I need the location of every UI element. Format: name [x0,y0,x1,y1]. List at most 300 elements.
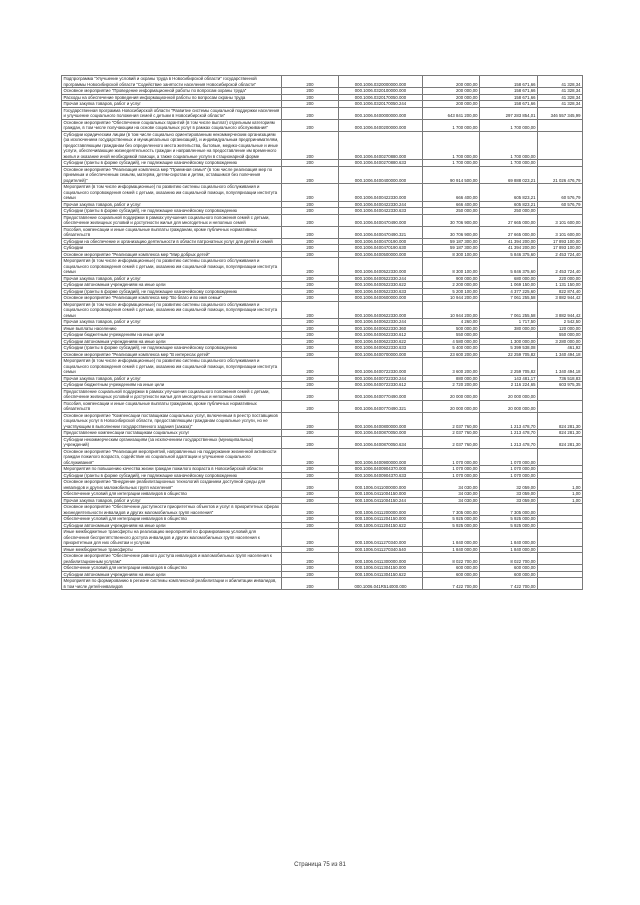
expense-name-cell: Субсидии автономным учреждениям на иные цели [62,282,282,289]
executed-amount-cell: 2 116 224,65 [480,382,538,389]
table-row [62,448,583,466]
budget-table-body [62,76,583,590]
admin-code-cell: 200 [282,201,339,208]
approved-amount-cell: 600 000,00 [423,571,480,578]
executed-amount-cell: 27 665 000,00 [480,214,538,226]
executed-amount-cell: 1 213 478,70 [480,436,538,448]
admin-code-cell: 200 [282,375,339,382]
approved-amount-cell: 59 187 300,00 [423,238,480,245]
approved-amount-cell: 880 000,00 [423,375,480,382]
admin-code-cell: 200 [282,166,339,184]
unexecuted-amount-cell: 3 882 944,42 [538,295,583,302]
table-row [62,578,583,590]
expense-name-cell: Субсидии (гранты в форме субсидий), не подлежащие казначейскому сопровождению [62,208,282,215]
budget-classification-code-cell: 000.1006.0411304150.622 [339,571,423,578]
expense-name-cell: Иные межбюджетные трансферты на реализацию мероприятий по формированию условий для обеспечения беспрепятственного доступа инвалидов и других маломобильных групп населения к приоритетным для них объектам и услугам [62,529,282,547]
executed-amount-cell: 680 000,00 [480,275,538,282]
expense-name-cell: Расходы на обеспечение проведения информационной работы по вопросам охраны труда [62,94,282,101]
table-row [62,301,583,319]
expense-name-cell: Иные выплаты населению [62,325,282,332]
executed-amount-cell: 5 399 538,08 [480,345,538,352]
unexecuted-amount-cell: 603 975,35 [538,382,583,389]
table-row [62,553,583,565]
executed-amount-cell: 1 070 000,00 [480,448,538,466]
unexecuted-amount-cell: 120 000,00 [538,325,583,332]
expense-name-cell: Основное мероприятие "Реализация комплекса мер "Мир добрых детей" [62,251,282,258]
unexecuted-amount-cell: 346 557 345,99 [538,107,583,119]
admin-code-cell: 200 [282,275,339,282]
executed-amount-cell: 27 665 000,00 [480,226,538,238]
table-row [62,166,583,184]
budget-classification-code-cell: 000.1006.0400470190.630 [339,245,423,252]
approved-amount-cell: 2 037 760,00 [423,436,480,448]
admin-code-cell: 200 [282,430,339,437]
unexecuted-amount-cell: 3 101 600,00 [538,226,583,238]
admin-code-cell: 200 [282,131,339,160]
budget-classification-code-cell: 000.1006.0400870050.634 [339,436,423,448]
table-row [62,504,583,516]
approved-amount-cell: 59 187 300,00 [423,245,480,252]
admin-code-cell: 200 [282,497,339,504]
approved-amount-cell: 900 000,00 [423,275,480,282]
executed-amount-cell: 1 840 000,00 [480,546,538,553]
executed-amount-cell: 600 000,00 [480,571,538,578]
page-footer: Страница 75 из 81 [294,862,346,868]
unexecuted-amount-cell: 3 280 000,00 [538,338,583,345]
unexecuted-amount-cell: 220 000,00 [538,275,583,282]
approved-amount-cell: 5 925 000,00 [423,522,480,529]
executed-amount-cell: 8 022 700,00 [480,553,538,565]
expense-name-cell: Субсидии бюджетным учреждениям на иные цели [62,382,282,389]
expense-name-cell: Предоставление компенсации поставщикам социальных услуг [62,430,282,437]
budget-classification-code-cell: 000.1006.0411200000.000 [339,504,423,516]
budget-classification-code-cell: 000.1006.0400800000.000 [339,412,423,430]
executed-amount-cell: 605 823,21 [480,201,538,208]
admin-code-cell: 200 [282,94,339,101]
expense-name-cell: Субсидии юридическим лицам (в том числе социально ориентированным некоммерческим организациям (за исключением государственных и муниципальных организаций), и индивидуальным предпринимателям, предоставляющим гражданам без определенного места жительства, бытовые, медико-социальные и иные услуги, обеспечивающие жизнедеятельность граждан и направленные на предоставление им временного жилья и оказание иной необходимой помощи, а также социальные услуги в стационарной форме [62,131,282,160]
approved-amount-cell: 4 580 000,00 [423,338,480,345]
budget-classification-code-cell: 000.1006.0411004150.244 [339,497,423,504]
admin-code-cell: 200 [282,472,339,479]
expense-name-cell: Субсидии (гранты в форме субсидий), не подлежащие казначейскому сопровождению [62,160,282,167]
executed-amount-cell: 69 888 023,21 [480,166,538,184]
expense-name-cell: Прочая закупка товаров, работ и услуг [62,375,282,382]
executed-amount-cell: 41 394 200,00 [480,238,538,245]
executed-amount-cell: 5 846 375,60 [480,258,538,276]
expense-name-cell: Субсидии на обеспечение и организацию деятельности в области патронатных услуг для детей и семей [62,238,282,245]
approved-amount-cell: 1 070 000,00 [423,448,480,466]
approved-amount-cell: 4 260,00 [423,319,480,326]
executed-amount-cell: 1 070 000,00 [480,466,538,473]
table-row [62,119,583,131]
executed-amount-cell: 20 000 000,00 [480,400,538,412]
executed-amount-cell: 5 846 375,60 [480,251,538,258]
budget-classification-code-cell: 000.1006.0400422330.244 [339,201,423,208]
approved-amount-cell: 10 944 200,00 [423,301,480,319]
expense-name-cell: Субсидии некоммерческим организациям (за исключением государственных (муниципальных) учреждений) [62,436,282,448]
executed-amount-cell: 7 305 000,00 [480,504,538,516]
table-row [62,107,583,119]
budget-classification-code-cell: 000.1006.0400900000.000 [339,448,423,466]
budget-classification-code-cell: 000.1006.0400422330.633 [339,208,423,215]
admin-code-cell: 200 [282,382,339,389]
approved-amount-cell: 7 422 700,00 [423,578,480,590]
unexecuted-amount-cell: 736 518,83 [538,375,583,382]
table-row [62,131,583,160]
budget-classification-code-cell: 000.1006.0400870050.000 [339,430,423,437]
approved-amount-cell: 2 720 200,00 [423,382,480,389]
expense-name-cell: Основное мероприятие "Обеспечение доступности приоритетных объектов и услуг в приоритетных сферах жизнедеятельности инвалидов и других маломобильных групп населения" [62,504,282,516]
admin-code-cell: 200 [282,214,339,226]
budget-classification-code-cell: 000.1006.0400722330.612 [339,382,423,389]
executed-amount-cell: 1 700 000,00 [480,131,538,160]
executed-amount-cell: 1 717,50 [480,319,538,326]
executed-amount-cell: 33 059,00 [480,497,538,504]
admin-code-cell: 200 [282,400,339,412]
budget-classification-code-cell: 000.1006.0400522330.622 [339,282,423,289]
budget-classification-code-cell: 000.1006.0320100000.000 [339,88,423,95]
admin-code-cell: 200 [282,448,339,466]
executed-amount-cell: 7 422 700,00 [480,578,538,590]
expense-name-cell: Субсидии автономным учреждениям на иные цели [62,338,282,345]
budget-classification-code-cell: 000.1006.0411204150.000 [339,516,423,523]
budget-classification-code-cell: 000.1006.0400500000.000 [339,251,423,258]
admin-code-cell: 200 [282,325,339,332]
budget-classification-code-cell: 000.1006.0411304150.000 [339,565,423,572]
expense-name-cell: Основное мероприятие "Реализация комплекса мер "В интересах детей" [62,351,282,358]
admin-code-cell: 200 [282,245,339,252]
expense-name-cell: Основное мероприятие "Реализация мероприятий, направленных на поддержание жизненной активности граждан пожилого возраста, содействие их социальной адаптации и улучшение социального обслуживания" [62,448,282,466]
expense-name-cell: Основное мероприятие "Реализация комплекса мер "Приемная семья" (в том числе реализация мер по приемным и обеспеченным семьям, матерям, детям-сиротам и детям, оставшимся без попечения родителей)" [62,166,282,184]
budget-classification-code-cell: 000.1006.0400522330.633 [339,288,423,295]
approved-amount-cell: 34 030,00 [423,491,480,498]
approved-amount-cell: 7 305 000,00 [423,504,480,516]
budget-classification-code-cell: 000.1006.0411204150.622 [339,522,423,529]
unexecuted-amount-cell: 17 893 100,00 [538,245,583,252]
table-row [62,436,583,448]
approved-amount-cell: 3 600 200,00 [423,358,480,376]
budget-classification-code-cell: 000.1006.0400600000.000 [339,295,423,302]
approved-amount-cell: 550 000,00 [423,332,480,339]
expense-name-cell: Прочая закупка товаров, работ и услуг [62,319,282,326]
admin-code-cell: 200 [282,208,339,215]
table-row [62,214,583,226]
admin-code-cell: 200 [282,388,339,400]
budget-classification-code-cell: 000.1006.0400000000.000 [339,107,423,119]
budget-classification-code-cell: 000.1006.0400622330.612 [339,332,423,339]
executed-amount-cell: 158 671,66 [480,88,538,95]
expense-name-cell: Мероприятия (в том числе информационные) по развитию системы социального обслуживания и социального сопровождения семей с детьми, оказанию им социальной помощи, популяризации института семьи [62,358,282,376]
approved-amount-cell: 2 037 760,00 [423,412,480,430]
executed-amount-cell: 1 700 000,00 [480,160,538,167]
admin-code-cell: 200 [282,565,339,572]
executed-amount-cell: 41 394 200,00 [480,245,538,252]
approved-amount-cell: 200 000,00 [423,101,480,108]
executed-amount-cell: 158 671,66 [480,94,538,101]
admin-code-cell: 200 [282,119,339,131]
admin-code-cell: 200 [282,436,339,448]
approved-amount-cell: 2 037 760,00 [423,430,480,437]
executed-amount-cell: 1 069 150,00 [480,282,538,289]
approved-amount-cell: 90 914 500,00 [423,166,480,184]
approved-amount-cell: 30 706 900,00 [423,226,480,238]
approved-amount-cell: 34 030,00 [423,479,480,491]
executed-amount-cell: 158 671,66 [480,76,538,88]
executed-amount-cell: 2 259 705,82 [480,358,538,376]
executed-amount-cell: 605 823,21 [480,184,538,202]
expense-name-cell: Субсидии бюджетным учреждениям на иные цели [62,332,282,339]
expense-name-cell: Прочая закупка товаров, работ и услуг [62,101,282,108]
approved-amount-cell: 200 000,00 [423,88,480,95]
approved-amount-cell: 1 700 000,00 [423,131,480,160]
unexecuted-amount-cell [538,400,583,412]
approved-amount-cell: 10 944 200,00 [423,295,480,302]
approved-amount-cell: 500 000,00 [423,325,480,332]
expense-name-cell: Прочая закупка товаров, работ и услуг [62,201,282,208]
budget-classification-code-cell: 000.1006.0400522330.000 [339,258,423,276]
unexecuted-amount-cell: 824 281,30 [538,430,583,437]
table-row [62,226,583,238]
budget-classification-code-cell: 000.1006.0400904370.000 [339,466,423,473]
executed-amount-cell: 22 259 705,82 [480,351,538,358]
admin-code-cell: 200 [282,76,339,88]
budget-classification-code-cell: 000.1006.0400622330.244 [339,319,423,326]
approved-amount-cell: 20 000 000,00 [423,400,480,412]
table-row [62,529,583,547]
approved-amount-cell: 2 200 000,00 [423,282,480,289]
unexecuted-amount-cell: 1 340 494,18 [538,358,583,376]
executed-amount-cell: 4 377 225,60 [480,288,538,295]
budget-classification-code-cell: 000.1006.0411300000.000 [339,553,423,565]
expense-name-cell: Субсидии автономным учреждениям на иные цели [62,522,282,529]
expense-name-cell: Пособия, компенсации и иные социальные выплаты гражданам, кроме публичных нормативных обязательств [62,400,282,412]
expense-name-cell: Субсидии (гранты в форме субсидий), не подлежащие казначейскому сопровождению [62,472,282,479]
executed-amount-cell: 1 070 000,00 [480,472,538,479]
admin-code-cell: 200 [282,251,339,258]
unexecuted-amount-cell [538,553,583,565]
admin-code-cell: 200 [282,88,339,95]
executed-amount-cell: 380 000,00 [480,325,538,332]
executed-amount-cell: 7 061 255,58 [480,301,538,319]
unexecuted-amount-cell: 17 893 100,00 [538,238,583,245]
admin-code-cell: 200 [282,184,339,202]
table-row [62,76,583,88]
executed-amount-cell: 143 481,17 [480,375,538,382]
admin-code-cell: 200 [282,258,339,276]
unexecuted-amount-cell [538,131,583,160]
budget-classification-code-cell: 000.1006.0400904370.633 [339,472,423,479]
unexecuted-amount-cell: 1,00 [538,491,583,498]
executed-amount-cell: 297 283 854,01 [480,107,538,119]
budget-classification-code-cell: 000.1006.0400622330.000 [339,301,423,319]
executed-amount-cell: 1 213 478,70 [480,412,538,430]
budget-classification-code-cell: 000.1006.0411270340.000 [339,529,423,547]
executed-amount-cell: 5 925 000,00 [480,522,538,529]
unexecuted-amount-cell: 550 000,00 [538,332,583,339]
executed-amount-cell: 33 059,00 [480,491,538,498]
unexecuted-amount-cell [538,119,583,131]
budget-classification-code-cell: 000.1006.041R514000.000 [339,578,423,590]
admin-code-cell: 200 [282,226,339,238]
executed-amount-cell: 250 000,00 [480,208,538,215]
expense-name-cell: Обеспечение условий для интеграции инвалидов в общество [62,491,282,498]
expense-name-cell: Мероприятия (в том числе информационные) по развитию системы социального обслуживания и социального сопровождения семей с детьми, оказанию им социальной помощи, популяризации института семьи [62,301,282,319]
expense-name-cell: Пособия, компенсации и иные социальные выплаты гражданам, кроме публичных нормативных обязательств [62,226,282,238]
approved-amount-cell: 8 022 700,00 [423,553,480,565]
unexecuted-amount-cell: 1 340 494,18 [538,351,583,358]
table-row [62,388,583,400]
expense-name-cell: Государственная программа Новосибирской области "Развитие системы социальной поддержки населения и улучшение социального положения семей с детьми в Новосибирской области" [62,107,282,119]
approved-amount-cell: 5 925 000,00 [423,516,480,523]
admin-code-cell: 200 [282,412,339,430]
approved-amount-cell: 1 070 000,00 [423,466,480,473]
approved-amount-cell: 250 000,00 [423,208,480,215]
table-row [62,358,583,376]
admin-code-cell: 200 [282,504,339,516]
executed-amount-cell: 1 213 478,70 [480,430,538,437]
approved-amount-cell: 5 200 100,00 [423,288,480,295]
unexecuted-amount-cell: 21 026 476,79 [538,166,583,184]
budget-classification-code-cell: 000.1006.0400522330.244 [339,275,423,282]
expense-name-cell: Основное мероприятие "Обеспечение равного доступа инвалидов и маломобильных групп населения к реабилитационным услугам" [62,553,282,565]
unexecuted-amount-cell: 822 874,40 [538,288,583,295]
budget-classification-code-cell: 000.1006.0400622330.360 [339,325,423,332]
expense-name-cell: Подпрограмма "Улучшение условий и охраны труда в Новосибирской области" государственной программы Новосибирской области "Содействие занятости населения Новосибирской области" [62,76,282,88]
unexecuted-amount-cell: 60 576,79 [538,184,583,202]
approved-amount-cell: 1 840 000,00 [423,529,480,547]
admin-code-cell: 200 [282,282,339,289]
budget-classification-code-cell: 000.1006.0400470490.000 [339,214,423,226]
unexecuted-amount-cell [538,388,583,400]
admin-code-cell: 200 [282,160,339,167]
admin-code-cell: 200 [282,238,339,245]
budget-classification-code-cell: 000.1006.0411270340.540 [339,546,423,553]
budget-classification-code-cell: 000.1006.0400722330.000 [339,358,423,376]
admin-code-cell: 200 [282,332,339,339]
expense-name-cell: Субсидии [62,245,282,252]
admin-code-cell: 200 [282,479,339,491]
unexecuted-amount-cell [538,529,583,547]
admin-code-cell: 200 [282,345,339,352]
expense-name-cell: Субсидии автономным учреждениям на иные цели [62,571,282,578]
admin-code-cell: 200 [282,529,339,547]
admin-code-cell: 200 [282,516,339,523]
admin-code-cell: 200 [282,301,339,319]
admin-code-cell: 200 [282,338,339,345]
approved-amount-cell: 8 300 100,00 [423,258,480,276]
budget-classification-code-cell: 000.1006.0320170050.244 [339,101,423,108]
budget-classification-code-cell: 000.1006.0411000000.000 [339,479,423,491]
admin-code-cell: 200 [282,358,339,376]
admin-code-cell: 200 [282,466,339,473]
budget-execution-table [61,75,583,590]
expense-name-cell: Субсидии (гранты в форме субсидий), не подлежащие казначейскому сопровождению [62,345,282,352]
expense-name-cell: Мероприятия по формированию в регионе системы комплексной реабилитации и абилитации инвалидов, в том числе детей-инвалидов [62,578,282,590]
budget-classification-code-cell: 000.1006.0400400000.000 [339,166,423,184]
expense-name-cell: Основное мероприятие "Обеспечение социальных гарантий (в том числе выплат) отдельным категориям граждан, в том числе получающим на основе социальных услуг в рамках социального обслуживания" [62,119,282,131]
approved-amount-cell: 643 841 200,00 [423,107,480,119]
admin-code-cell: 200 [282,351,339,358]
executed-amount-cell: 20 000 000,00 [480,388,538,400]
unexecuted-amount-cell: 1,00 [538,479,583,491]
budget-classification-code-cell: 000.1006.0411004150.000 [339,491,423,498]
approved-amount-cell: 1 700 000,00 [423,160,480,167]
approved-amount-cell: 23 600 200,00 [423,351,480,358]
table-row [62,412,583,430]
unexecuted-amount-cell: 1 131 150,00 [538,282,583,289]
budget-classification-code-cell: 000.1006.0400200000.000 [339,119,423,131]
budget-classification-code-cell: 000.1006.0400470490.321 [339,226,423,238]
admin-code-cell: 200 [282,319,339,326]
budget-classification-code-cell: 000.1006.0400422330.000 [339,184,423,202]
budget-classification-code-cell: 000.1006.0320170050.000 [339,94,423,101]
unexecuted-amount-cell: 461,92 [538,345,583,352]
executed-amount-cell: 7 061 255,58 [480,295,538,302]
executed-amount-cell: 32 059,00 [480,479,538,491]
admin-code-cell: 200 [282,288,339,295]
budget-classification-code-cell: 000.1006.0400700000.000 [339,351,423,358]
expense-name-cell: Мероприятия (в том числе информационные) по развитию системы социального обслуживания и социального сопровождения семей с детьми, оказанию им социальной помощи, популяризации института семьи [62,184,282,202]
approved-amount-cell: 30 706 900,00 [423,214,480,226]
expense-name-cell: Предоставление социальной поддержки в рамках улучшения социального положения семей с детьми, обеспечение жилищных условий и доступности жилья для многодетных и неполных семей [62,214,282,226]
budget-classification-code-cell: 000.1006.0400622330.622 [339,338,423,345]
expense-name-cell: Мероприятия по повышению качества жизни граждан пожилого возраста в Новосибирской области [62,466,282,473]
budget-classification-code-cell: 000.1006.0400770490.000 [339,388,423,400]
admin-code-cell: 200 [282,571,339,578]
approved-amount-cell: 1 700 000,00 [423,119,480,131]
executed-amount-cell: 1 300 000,00 [480,338,538,345]
unexecuted-amount-cell: 2 453 724,40 [538,258,583,276]
expense-name-cell: Мероприятия (в том числе информационные) по развитию системы социального обслуживания и социального сопровождения семей с детьми, оказанию им социальной помощи, популяризации института семьи [62,258,282,276]
table-row [62,258,583,276]
admin-code-cell: 200 [282,101,339,108]
unexecuted-amount-cell: 41 328,34 [538,101,583,108]
expense-name-cell: Обеспечение условий для интеграции инвалидов в общество [62,516,282,523]
unexecuted-amount-cell: 2 542,50 [538,319,583,326]
approved-amount-cell: 200 000,00 [423,94,480,101]
unexecuted-amount-cell: 3 101 600,00 [538,214,583,226]
unexecuted-amount-cell: 41 328,34 [538,76,583,88]
expense-name-cell: Прочая закупка товаров, работ и услуг [62,275,282,282]
expense-name-cell: Иные межбюджетные трансферты [62,546,282,553]
executed-amount-cell: 1 700 000,00 [480,119,538,131]
budget-classification-code-cell: 000.1006.0400722330.244 [339,375,423,382]
approved-amount-cell: 1 070 000,00 [423,472,480,479]
approved-amount-cell: 8 300 100,00 [423,251,480,258]
expense-name-cell: Основное мероприятие "Компенсации поставщикам социальных услуг, включенным в реестр поставщиков социальных услуг в Новосибирской области, предоставляющим гражданам социальные услуги, но не участвующим в выполнении государственного задания (заказа)" [62,412,282,430]
budget-classification-code-cell: 000.1006.0400770490.321 [339,400,423,412]
approved-amount-cell: 5 400 000,00 [423,345,480,352]
unexecuted-amount-cell: 3 882 944,42 [538,301,583,319]
unexecuted-amount-cell: 2 453 724,40 [538,251,583,258]
executed-amount-cell: 158 671,66 [480,101,538,108]
expense-name-cell: Основное мероприятие "Реализация комплекса мер "Во благо и во имя семьи" [62,295,282,302]
unexecuted-amount-cell: 824 281,30 [538,436,583,448]
approved-amount-cell: 1 840 000,00 [423,546,480,553]
approved-amount-cell: 20 000 000,00 [423,388,480,400]
table-row [62,400,583,412]
unexecuted-amount-cell [538,504,583,516]
expense-name-cell: Прочая закупка товаров, работ и услуг [62,497,282,504]
executed-amount-cell: 1 840 000,00 [480,529,538,547]
admin-code-cell: 200 [282,578,339,590]
admin-code-cell: 200 [282,553,339,565]
budget-classification-code-cell: 000.1006.0400270880.000 [339,131,423,160]
budget-classification-code-cell: 000.1006.0320000000.000 [339,76,423,88]
admin-code-cell: 200 [282,546,339,553]
admin-code-cell: 200 [282,295,339,302]
budget-classification-code-cell: 000.1006.0400470190.000 [339,238,423,245]
